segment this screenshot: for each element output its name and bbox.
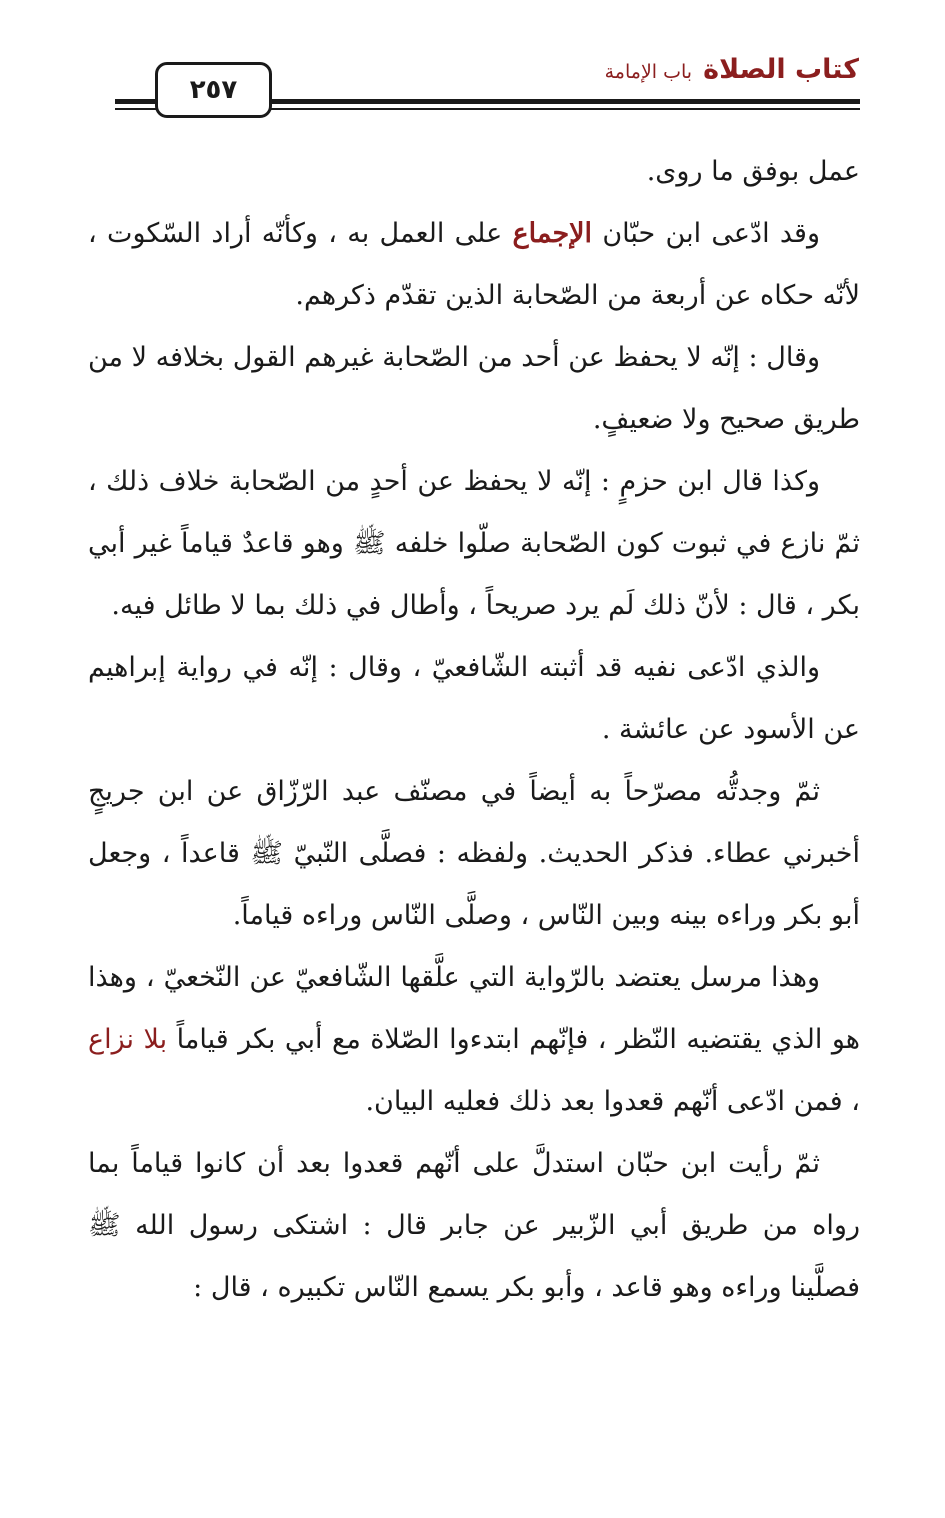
book-title: كتاب الصلاة: [703, 54, 859, 85]
paragraph-5: [88, 637, 860, 761]
page-number: ٢٥٧: [155, 62, 272, 118]
paragraph-text: ثمّ رأيت ابن حبّان استدلَّ على أنّهم قعدوا بعد أن كانوا قياماً بما رواه من طريق أبي الزّبير عن جابر قال : اشتكى رسول الله ﷺ فصلَّينا وراءه وهو قاعد ، وأبو بكر يسمع النّاس تكبيره ، قال :: [88, 1148, 860, 1303]
paragraph-text: ثمّ وجدتُّه مصرّحاً به أيضاً في مصنّف عبد الرّزّاق عن ابن جريجٍ أخبرني عطاء. فذكر الحديث. ولفظه : فصلَّى النّبيّ ﷺ قاعداً ، وجعل أبو بكر وراءه بينه وبين النّاس ، وصلَّى النّاس وراءه قياماً.: [88, 776, 860, 931]
highlighted-term: الإجماع: [512, 218, 593, 249]
page-header: [0, 0, 945, 120]
paragraph-2: [88, 203, 860, 327]
page-body: [88, 141, 860, 1319]
paragraph-6: [88, 761, 860, 947]
paragraph-3: [88, 327, 860, 451]
paragraph-text: على العمل به ، وكأنّه أراد السّكوت ، لأنّه حكاه عن أربعة من الصّحابة الذين تقدّم ذكرهم.: [88, 218, 860, 311]
paragraph-text: ، فمن ادّعى أنّهم قعدوا بعد ذلك فعليه البيان.: [365, 1086, 860, 1117]
paragraph-4: [88, 451, 860, 637]
chapter-title: باب الإمامة: [604, 61, 693, 83]
paragraph-1: [88, 141, 860, 203]
paragraph-text: وهذا مرسل يعتضد بالرّواية التي علَّقها الشّافعيّ عن النّخعيّ ، وهذا هو الذي يقتضيه النّظر ، فإنّهم ابتدءوا الصّلاة مع أبي بكر قياماً: [88, 962, 860, 1055]
paragraph-text: عمل بوفق ما روى.: [646, 156, 860, 187]
paragraph-text: وقد ادّعى ابن حبّان: [592, 218, 820, 249]
paragraph-text: وكذا قال ابن حزمٍ : إنّه لا يحفظ عن أحدٍ من الصّحابة خلاف ذلك ، ثمّ نازع في ثبوت كون الصّحابة صلّوا خلفه ﷺ وهو قاعدٌ قياماً غير أبي بكر ، قال : لأنّ ذلك لَم يرد صريحاً ، وأطال في ذلك بما لا طائل فيه.: [88, 466, 860, 621]
paragraph-8: [88, 1133, 860, 1319]
paragraph-7: [88, 947, 860, 1133]
highlighted-term: بلا نزاع: [88, 1024, 168, 1055]
running-title: [605, 54, 859, 85]
paragraph-text: وقال : إنّه لا يحفظ عن أحد من الصّحابة غيرهم القول بخلافه لا من طريق صحيح ولا ضعيفٍ.: [88, 342, 860, 435]
paragraph-text: والذي ادّعى نفيه قد أثبته الشّافعيّ ، وقال : إنّه في رواية إبراهيم عن الأسود عن عائشة .: [88, 652, 860, 745]
